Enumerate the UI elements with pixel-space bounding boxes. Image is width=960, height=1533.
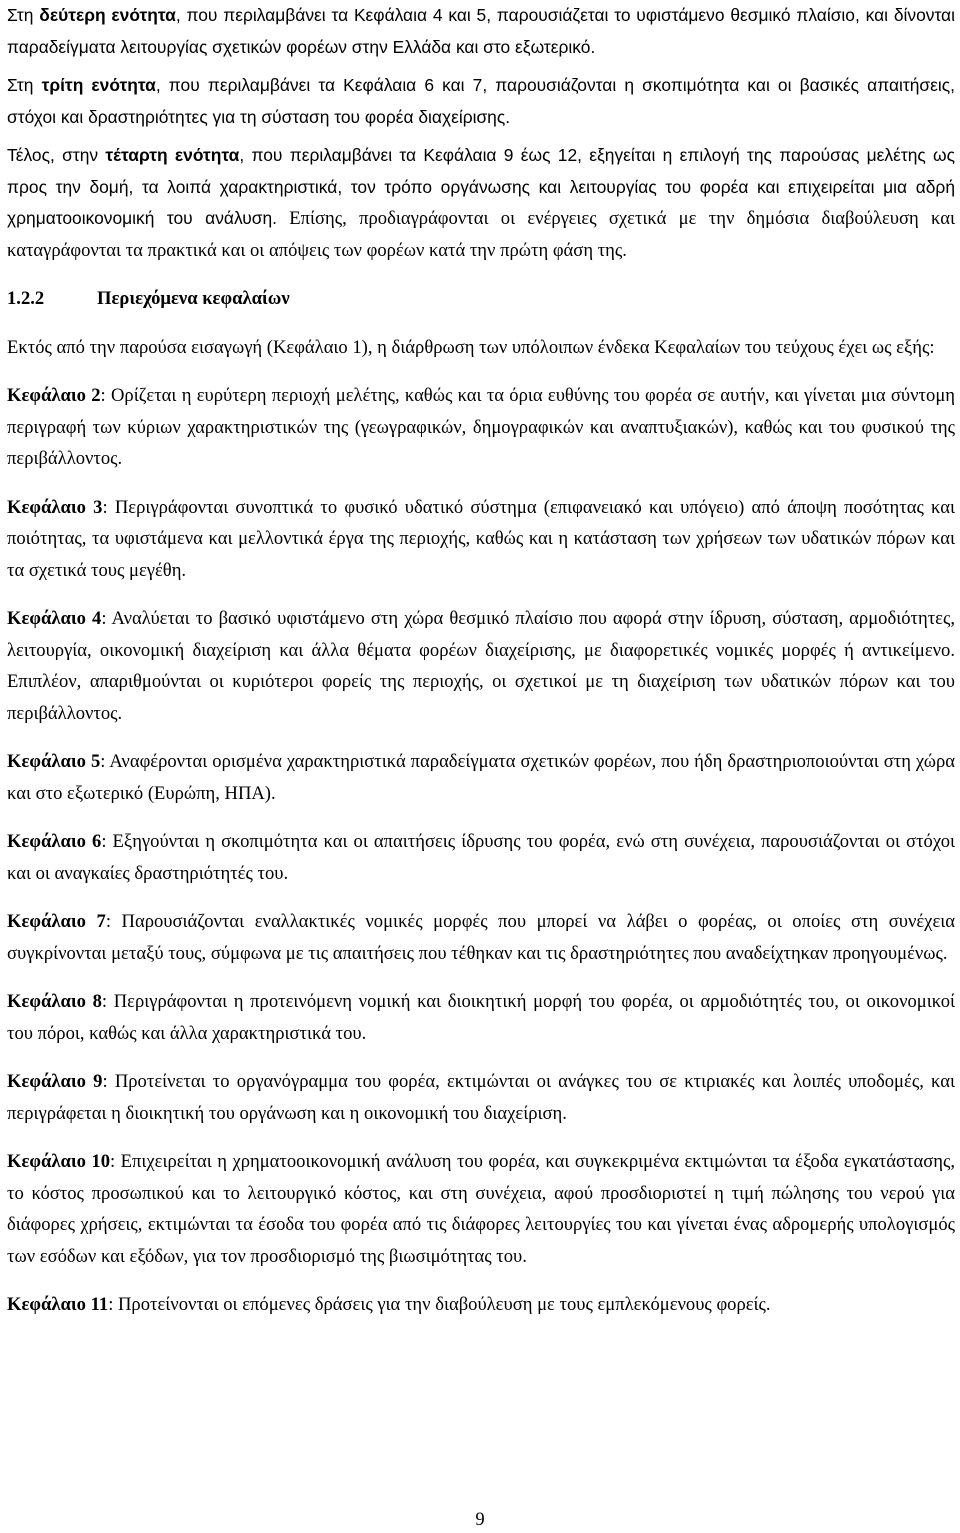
chapter-label: Κεφάλαιο 6: [7, 831, 102, 852]
chapter-paragraph: [7, 1146, 955, 1272]
chapter-description: : Ορίζεται η ευρύτερη περιοχή μελέτης, καθώς και τα όρια ευθύνης του φορέα σε αυτήν, και γίνεται μια σύντομη περιγραφή των κύριων χαρακτηριστικών της (γεωγραφικών, δημογραφικών και αναπτυξιακών), καθώς και του φυσικού της περιβάλλοντος.: [7, 385, 956, 469]
bold-text-run: τρίτη ενότητα: [41, 75, 156, 95]
intro-paragraph-second-section: [7, 0, 955, 63]
chapter-description: : Επιχειρείται η χρηματοοικονομική ανάλυση του φορέα, και συγκεκριμένα εκτιμώνται τα έξοδα εγκατάστασης, το κόστος προσωπικού και το λειτουργικό κόστος, και στη συνέχεια, αφού προσδιοριστεί η τιμή πώλησης του νερού για διάφορες χρήσεις, εκτιμώνται τα έσοδα του φορέα από τις διάφορες λειτουργίες του και γίνεται ένας αδρομερής υπολογισμός των εσόδων και εξόδων, για τον προσδιορισμό της βιωσιμότητας του.: [7, 1151, 955, 1267]
page-number: 9: [475, 1509, 485, 1530]
text-run: Στη: [7, 75, 42, 95]
chapter-description: : Προτείνεται το οργανόγραμμα του φορέα, εκτιμώνται οι ανάγκες του σε κτιριακές και λοιπές υποδομές, και περιγράφεται η διοικητική του οργάνωση και η οικονομική του διαχείριση.: [7, 1071, 955, 1124]
chapter-label: Κεφάλαιο 7: [7, 911, 106, 932]
section-title: Περιεχόμενα κεφαλαίων: [97, 288, 290, 309]
chapter-description: : Αναλύεται το βασικό υφιστάμενο στη χώρα θεσμικό πλαίσιο που αφορά στην ίδρυση, σύσταση, αρμοδιότητες, λειτουργία, οικονομική διαχείριση και άλλα θέματα φορέων διαχείρισης, με διαφορετικές νομικές μορφές ή αντικείμενο. Επιπλέον, απαριθμούνται οι κυριότεροι φορείς της περιοχής, οι σχετικοί με τη διαχείριση των υδατικών πόρων και του περιβάλλοντος.: [7, 608, 956, 724]
text-run: Επίσης, προδιαγράφονται οι ενέργειες σχετικά με την δημόσια διαβούλευση και καταγράφονται τα πρακτικά και οι απόψεις των φορέων κατά την πρώτη φάση της.: [7, 208, 955, 261]
intro-paragraph-third-section: [7, 70, 955, 133]
chapter-paragraph: [7, 380, 955, 475]
chapter-paragraph: [7, 492, 955, 587]
text-run: Στη: [7, 5, 40, 25]
chapter-description: : Περιγράφονται η προτεινόμενη νομική και διοικητική μορφή του φορέα, οι αρμοδιότητές του, οι οικονομικοί του πόροι, καθώς και άλλα χαρακτηριστικά του.: [7, 991, 956, 1044]
chapter-description: : Προτείνονται οι επόμενες δράσεις για την διαβούλευση με τους εμπλεκόμενους φορείς.: [108, 1294, 771, 1315]
chapter-description: : Εξηγούνται η σκοπιμότητα και οι απαιτήσεις ίδρυσης του φορέα, ενώ στη συνέχεια, παρουσιάζονται οι στόχοι και οι αναγκαίες δραστηριότητές του.: [7, 831, 955, 884]
chapter-paragraph: [7, 906, 955, 969]
text-run: Τέλος, στην: [7, 145, 106, 165]
chapter-label: Κεφάλαιο 3: [7, 496, 103, 518]
text-run: , που περιλαμβάνει τα Κεφάλαια 4 και 5, παρουσιάζεται το υφιστάμενο θεσμικό πλαίσιο, και δίνονται παραδείγματα λειτουργίας σχετικών φορέων στην Ελλάδα και στο εξωτερικό.: [7, 5, 955, 57]
bold-text-run: τέταρτη ενότητα: [105, 145, 240, 165]
section-heading: [7, 283, 955, 315]
intro-paragraph-fourth-section: [7, 140, 955, 266]
bold-text-run: δεύτερη ενότητα: [39, 5, 176, 25]
chapter-label: Κεφάλαιο 4: [7, 608, 102, 629]
chapter-label: Κεφάλαιο 9: [7, 1071, 103, 1092]
text-run: , που περιλαμβάνει τα Κεφάλαια 6 και 7, παρουσιάζονται η σκοπιμότητα και οι βασικές απαιτήσεις, στόχοι και δραστηριότητες για τη σύσταση του φορέα διαχείρισης.: [7, 75, 955, 127]
chapter-paragraph: [7, 986, 955, 1049]
chapter-label: Κεφάλαιο 2: [7, 385, 101, 406]
section-number: 1.2.2: [7, 288, 45, 309]
lead-paragraph: Εκτός από την παρούσα εισαγωγή (Κεφάλαιο 1), η διάρθρωση των υπόλοιπων ένδεκα Κεφαλαίων του τεύχους έχει ως εξής:: [7, 336, 935, 358]
chapter-paragraph: [7, 603, 955, 729]
chapter-label: Κεφάλαιο 8: [7, 991, 102, 1012]
chapter-label: Κεφάλαιο 5: [7, 751, 101, 772]
document-page: [7, 0, 955, 1321]
chapter-paragraph: [7, 1289, 955, 1321]
chapter-label: Κεφάλαιο 10: [7, 1151, 111, 1172]
chapter-paragraph: [7, 826, 955, 889]
chapter-paragraph: [7, 1066, 955, 1129]
chapter-paragraph: [7, 746, 955, 809]
text-run: , που περιλαμβάνει τα Κεφάλαια 9 έως 12, εξηγείται η επιλογή της παρούσας μελέτης ως προς την δομή, τα λοιπά χαρακτηριστικά, τον τρόπο οργάνωσης και λειτουργίας του φορέα και επιχειρείται μια αδρή χρηματοοικονομική του ανάλυση.: [7, 145, 956, 228]
chapter-description: : Περιγράφονται συνοπτικά το φυσικό υδατικό σύστημα (επιφανειακό και υπόγειο) από άποψη ποσότητας και ποιότητας, τα υφιστάμενα και μελλοντικά έργα της περιοχής, καθώς και η κατάσταση των χρήσεων των υδατικών πόρων και τα σχετικά τους μεγέθη.: [7, 496, 956, 581]
chapter-list: [7, 380, 955, 1321]
chapter-description: : Αναφέρονται ορισμένα χαρακτηριστικά παραδείγματα σχετικών φορέων, που ήδη δραστηριοποιούνται στη χώρα και στο εξωτερικό (Ευρώπη, ΗΠΑ).: [7, 751, 955, 804]
chapter-label: Κεφάλαιο 11: [7, 1294, 109, 1315]
chapter-description: : Παρουσιάζονται εναλλακτικές νομικές μορφές που μπορεί να λάβει ο φορέας, οι οποίες στη συνέχεια συγκρίνονται μεταξύ τους, σύμφωνα με τις απαιτήσεις που τέθηκαν και τις δραστηριότητες που αναδείχτηκαν προηγουμένως.: [7, 911, 955, 964]
